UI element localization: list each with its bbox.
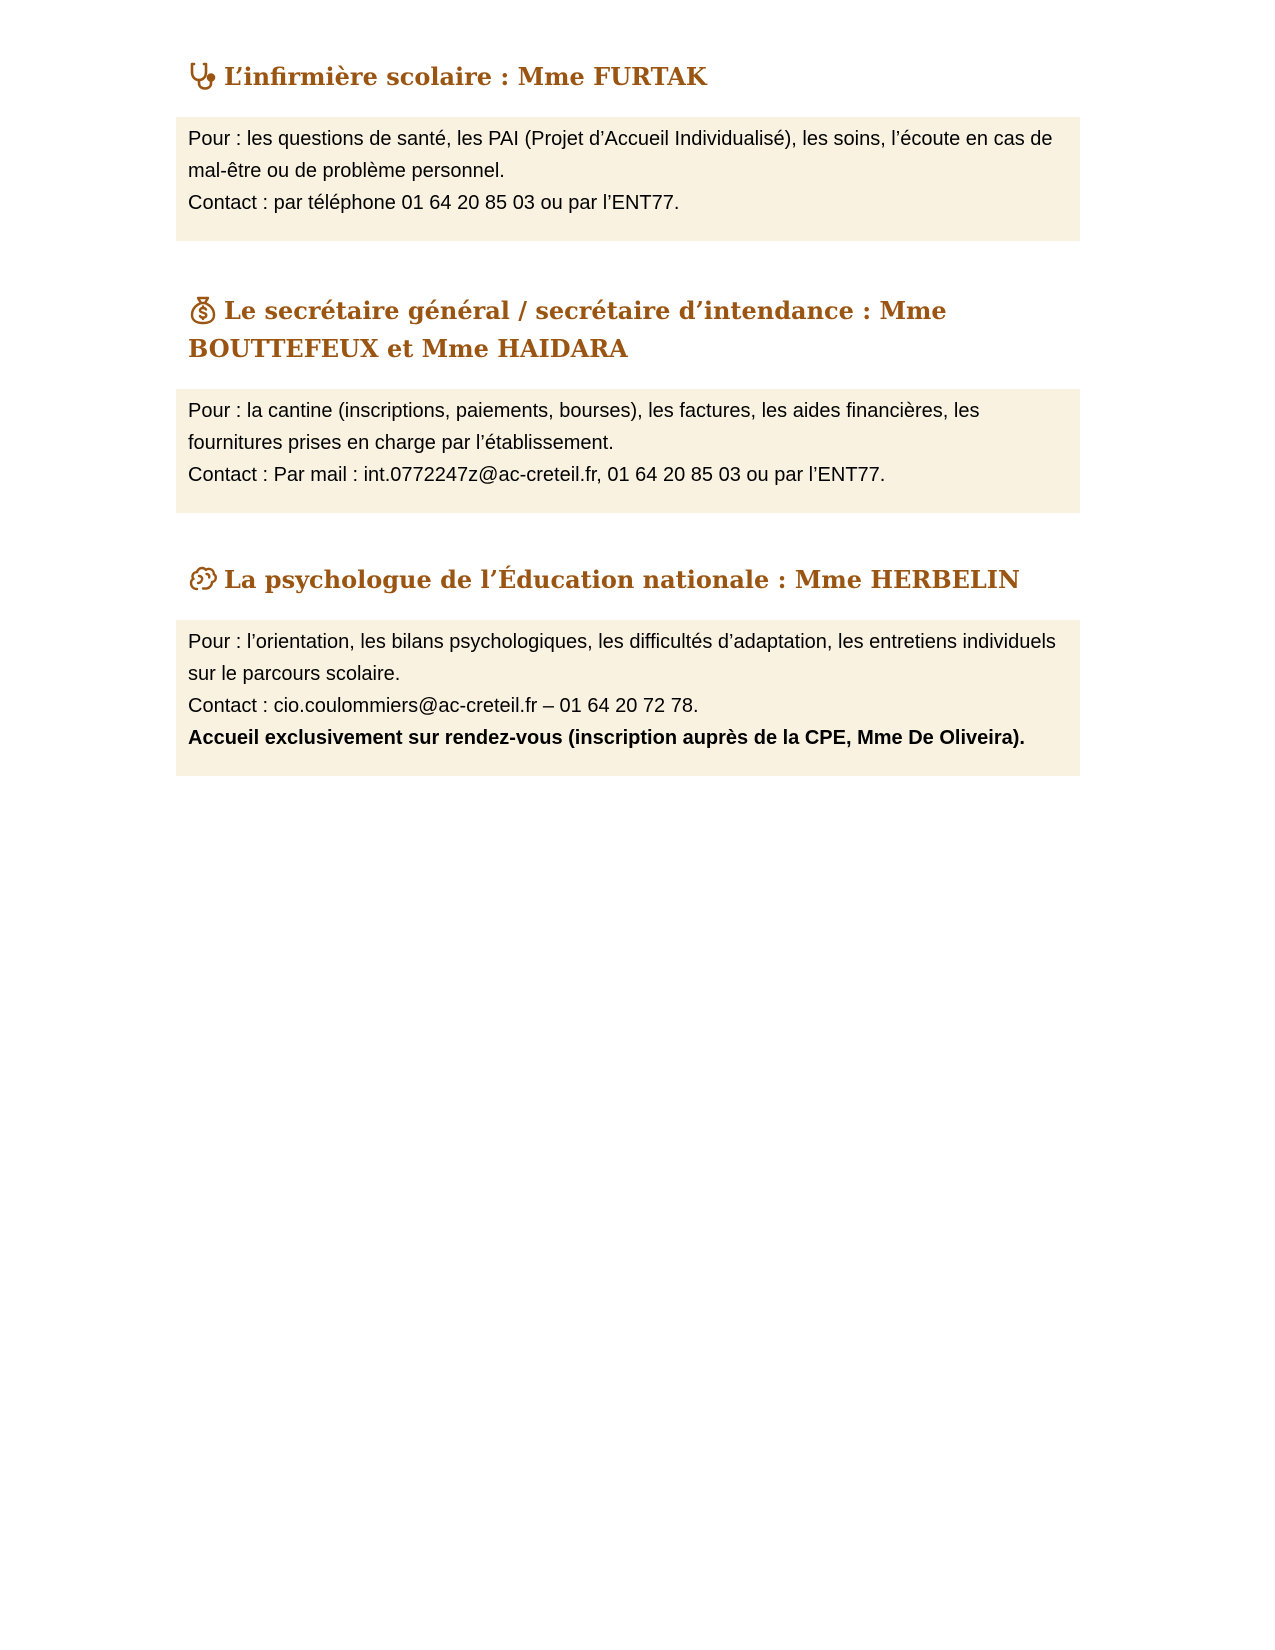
section-title: L’infirmière scolaire : Mme FURTAK xyxy=(224,62,707,91)
section-heading xyxy=(188,58,1080,96)
brain-icon xyxy=(188,564,218,594)
purpose-text: Pour : la cantine (inscriptions, paiements, bourses), les factures, les aides financières, les fournitures prises en charge par l’établissement. xyxy=(188,400,980,454)
section-school-nurse xyxy=(176,58,1080,241)
info-box xyxy=(176,117,1080,241)
contact-text: Contact : cio.coulommiers@ac-creteil.fr – 01 64 20 72 78. xyxy=(188,695,699,717)
contact-text: Contact : Par mail : int.0772247z@ac-creteil.fr, 01 64 20 85 03 ou par l’ENT77. xyxy=(188,464,886,486)
info-box xyxy=(176,389,1080,513)
section-title: La psychologue de l’Éducation nationale : Mme HERBELIN xyxy=(224,565,1020,594)
info-box xyxy=(176,620,1080,776)
contact-text: Contact : par téléphone 01 64 20 85 03 ou par l’ENT77. xyxy=(188,192,680,214)
section-title: Le secrétaire général / secrétaire d’intendance : Mme BOUTTEFEUX et Mme HAIDARA xyxy=(188,296,947,363)
section-psychologist xyxy=(176,561,1080,776)
purpose-text: Pour : les questions de santé, les PAI (Projet d’Accueil Individualisé), les soins, l’écoute en cas de mal-être ou de problème personnel. xyxy=(188,128,1053,182)
money-bag-icon xyxy=(188,295,218,325)
purpose-text: Pour : l’orientation, les bilans psychologiques, les difficultés d’adaptation, les entretiens individuels sur le parcours scolaire. xyxy=(188,631,1056,685)
stethoscope-icon xyxy=(188,61,218,91)
section-heading xyxy=(188,561,1080,599)
section-general-secretary xyxy=(176,292,1080,513)
appointment-note: Accueil exclusivement sur rendez-vous (inscription auprès de la CPE, Mme De Oliveira). xyxy=(188,727,1025,749)
section-heading xyxy=(188,292,1080,368)
